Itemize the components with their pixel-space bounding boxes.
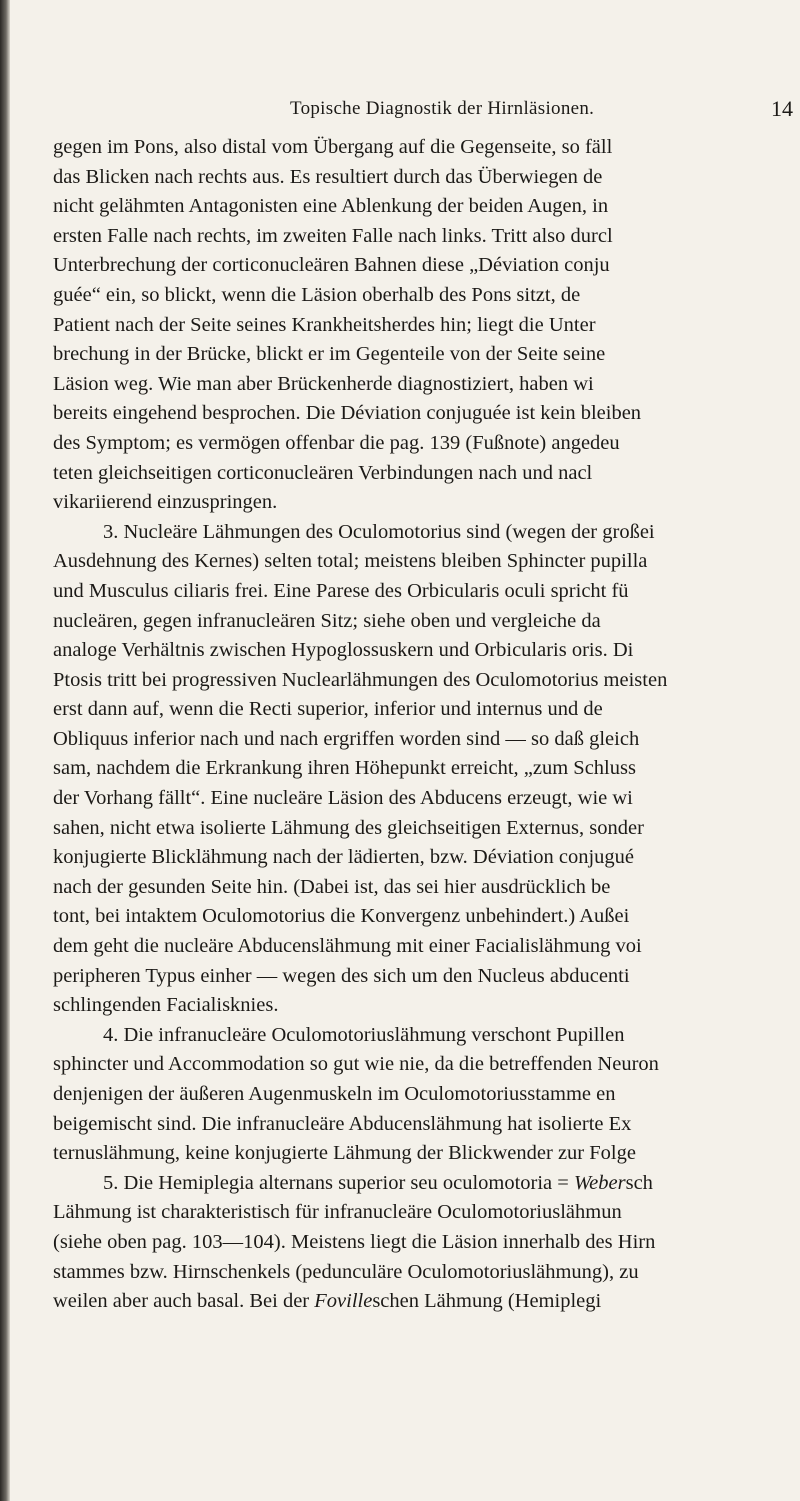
text-line: erst dann auf, wenn die Recti superior, inferior und internus und de	[53, 698, 603, 721]
text-fragment: schen Lähmung (Hemiplegi	[372, 1290, 602, 1313]
text-line: sam, nachdem die Erkrankung ihren Höhepunkt erreicht, „zum Schluss	[53, 757, 636, 780]
text-line: tont, bei intaktem Oculomotorius die Konvergenz unbehindert.) Außei	[53, 905, 630, 928]
text-line: der Vorhang fällt“. Eine nucleäre Läsion des Abducens erzeugt, wie wi	[53, 787, 633, 810]
body-text	[53, 133, 800, 1317]
text-line	[53, 1169, 800, 1199]
text-line	[53, 1287, 800, 1317]
text-line: Ptosis tritt bei progressiven Nuclearlähmungen des Oculomotorius meisten	[53, 668, 668, 691]
text-line: brechung in der Brücke, blickt er im Gegenteile von der Seite seine	[53, 343, 606, 366]
text-line: teten gleichseitigen corticonucleären Verbindungen nach und nacl	[53, 461, 593, 484]
text-line: gegen im Pons, also distal vom Übergang auf die Gegenseite, so fäll	[53, 136, 613, 158]
text-line: ersten Falle nach rechts, im zweiten Falle nach links. Tritt also durcl	[53, 224, 613, 247]
book-spine-shadow	[0, 0, 10, 1501]
text-line: des Symptom; es vermögen offenbar die pag. 139 (Fußnote) angedeu	[53, 431, 620, 454]
text-line: vikariierend einzuspringen.	[53, 491, 278, 514]
text-line: nucleären, gegen infranucleären Sitz; siehe oben und vergleiche da	[53, 609, 601, 632]
text-line: (siehe oben pag. 103—104). Meistens liegt die Läsion innerhalb des Hirn	[53, 1230, 656, 1253]
text-line: konjugierte Blicklähmung nach der lädierten, bzw. Déviation conjugué	[53, 846, 635, 869]
text-line: dem geht die nucleäre Abducenslähmung mit einer Facialislähmung voi	[53, 935, 642, 958]
text-fragment: 5. Die Hemiplegia alternans superior seu oculomotoria =	[103, 1171, 574, 1194]
text-line: ternuslähmung, keine konjugierte Lähmung der Blickwender zur Folge	[53, 1142, 636, 1165]
author-name-weber: Weber	[573, 1171, 626, 1194]
text-line: Obliquus inferior nach und nach ergriffen worden sind — so daß gleich	[53, 727, 640, 750]
text-line: analoge Verhältnis zwischen Hypoglossuskern und Orbicularis oris. Di	[53, 639, 634, 662]
text-line: guée“ ein, so blickt, wenn die Läsion oberhalb des Pons sitzt, de	[53, 283, 581, 306]
text-line: Patient nach der Seite seines Krankheitsherdes hin; liegt die Unter	[53, 313, 596, 336]
page-number: 14	[771, 96, 793, 121]
text-line: 4. Die infranucleäre Oculomotoriuslähmung verschont Pupillen	[103, 1023, 625, 1046]
text-line: 3. Nucleäre Lähmungen des Oculomotorius sind (wegen der großei	[103, 520, 655, 543]
author-name-foville: Foville	[314, 1290, 373, 1313]
text-fragment: weilen aber auch basal. Bei der	[53, 1290, 315, 1313]
text-line: bereits eingehend besprochen. Die Déviation conjuguée ist kein bleiben	[53, 402, 642, 425]
text-line: Unterbrechung der corticonucleären Bahnen diese „Déviation conju	[53, 254, 610, 277]
text-line: das Blicken nach rechts aus. Es resultiert durch das Überwiegen de	[53, 165, 603, 188]
text-line: Lähmung ist charakteristisch für infranucleäre Oculomotoriuslähmun	[53, 1201, 622, 1224]
text-line: Ausdehnung des Kernes) selten total; meistens bleiben Sphincter pupilla	[53, 550, 648, 573]
text-line: und Musculus ciliaris frei. Eine Parese des Orbicularis oculi spricht fü	[53, 579, 629, 602]
page-header	[0, 94, 800, 124]
text-line: sahen, nicht etwa isolierte Lähmung des gleichseitigen Externus, sonder	[53, 816, 644, 839]
text-line: beigemischt sind. Die infranucleäre Abducenslähmung hat isolierte Ex	[53, 1112, 632, 1135]
running-title: Topische Diagnostik der Hirnläsionen.	[290, 98, 595, 119]
text-line: Läsion weg. Wie man aber Brückenherde diagnostiziert, haben wi	[53, 372, 594, 395]
text-line: peripheren Typus einher — wegen des sich um den Nucleus abducenti	[53, 964, 630, 987]
text-fragment: sch	[625, 1171, 653, 1194]
text-line: nicht gelähmten Antagonisten eine Ablenkung der beiden Augen, in	[53, 195, 609, 218]
text-line: nach der gesunden Seite hin. (Dabei ist, das sei hier ausdrücklich be	[53, 875, 611, 898]
text-line: sphincter und Accommodation so gut wie nie, da die betreffenden Neuron	[53, 1053, 659, 1076]
text-line: schlingenden Facialisknies.	[53, 994, 279, 1017]
text-line: stammes bzw. Hirnschenkels (pedunculäre Oculomotoriuslähmung), zu	[53, 1260, 639, 1283]
text-line: denjenigen der äußeren Augenmuskeln im Oculomotoriusstamme en	[53, 1083, 616, 1105]
